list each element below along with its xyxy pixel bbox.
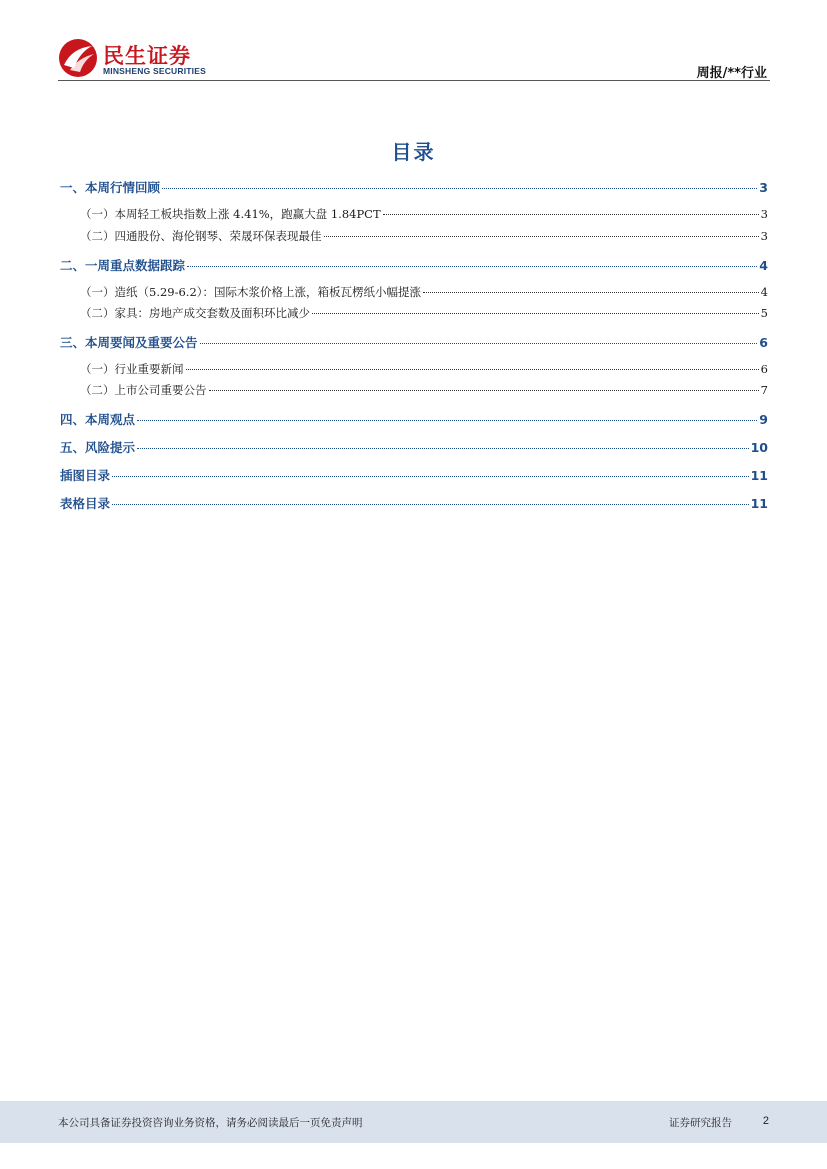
toc-entry-page: 3 [759, 180, 768, 195]
toc-leader [209, 390, 759, 391]
logo-chinese-name: 民生证券 [103, 44, 191, 68]
toc-entry-label: 五、风险提示 [60, 440, 136, 455]
toc-entry-page: 10 [750, 440, 768, 455]
toc-leader [383, 214, 759, 215]
toc-leader [312, 313, 759, 314]
footer-page-number: 2 [762, 1115, 769, 1127]
toc-entry[interactable] [80, 284, 768, 302]
toc-entry[interactable] [80, 228, 768, 246]
toc-leader [162, 188, 757, 189]
toc-entry-label: 插图目录 [60, 468, 111, 483]
toc-entry[interactable] [60, 256, 768, 274]
toc-entry-page: 5 [760, 306, 768, 320]
toc-entry[interactable] [60, 178, 768, 196]
toc-entry-label: （一）造纸（5.29-6.2）：国际木浆价格上涨，箱板瓦楞纸小幅提涨 [80, 285, 422, 299]
toc-entry-page: 4 [760, 285, 768, 299]
toc-entry-page: 6 [759, 335, 768, 350]
toc-entry-label: 二、一周重点数据跟踪 [60, 258, 186, 273]
toc-entry-page: 11 [750, 468, 768, 483]
toc-entry-page: 7 [760, 383, 768, 397]
toc-entry[interactable] [80, 206, 768, 224]
toc-leader [137, 448, 749, 449]
toc-entry[interactable] [60, 410, 768, 428]
toc-leader [423, 292, 759, 293]
toc-entry-page: 6 [760, 362, 768, 376]
footer-doc-type: 证券研究报告 [669, 1117, 732, 1129]
toc-entry[interactable] [60, 438, 768, 456]
toc-entry-page: 9 [759, 412, 768, 427]
toc-entry[interactable] [60, 333, 768, 351]
toc-entry-page: 3 [760, 207, 768, 221]
toc-leader [186, 369, 759, 370]
toc-entry-label: 一、本周行情回顾 [60, 180, 161, 195]
toc-leader [112, 504, 749, 505]
toc-entry[interactable] [80, 382, 768, 400]
toc-leader [187, 266, 757, 267]
toc-leader [324, 236, 759, 237]
toc-entry[interactable] [80, 361, 768, 379]
footer-disclaimer: 本公司具备证券投资咨询业务资格，请务必阅读最后一页免责声明 [58, 1117, 363, 1129]
toc-entry[interactable] [80, 305, 768, 323]
toc-entry[interactable] [60, 466, 768, 484]
toc-leader [137, 420, 757, 421]
toc-leader [200, 343, 758, 344]
toc-entry-label: （二）四通股份、海伦钢琴、荣晟环保表现最佳 [80, 229, 322, 243]
toc-entry-label: 四、本周观点 [60, 412, 136, 427]
toc-entry-label: （二）家具：房地产成交套数及面积环比减少 [80, 306, 310, 320]
header-divider [58, 80, 770, 81]
toc-entry-page: 3 [760, 229, 768, 243]
toc-entry-page: 4 [759, 258, 768, 273]
toc-entry-label: （一）本周轻工板块指数上涨 4.41%，跑赢大盘 1.84PCT [80, 207, 381, 221]
toc-entry-label: 表格目录 [60, 496, 111, 511]
page-footer [0, 1101, 827, 1143]
toc-entry-label: 三、本周要闻及重要公告 [60, 335, 198, 350]
toc-leader [112, 476, 749, 477]
toc-entry-label: （一）行业重要新闻 [80, 362, 184, 376]
toc-entry[interactable] [60, 494, 768, 512]
minsheng-logo-icon [58, 38, 98, 78]
company-logo [58, 38, 228, 80]
page-header [0, 0, 827, 90]
logo-english-name: MINSHENG SECURITIES [103, 66, 206, 76]
report-type: 周报/**行业 [696, 66, 767, 81]
toc-entry-label: （二）上市公司重要公告 [80, 383, 207, 397]
toc-entry-page: 11 [750, 496, 768, 511]
toc-title: 目录 [391, 140, 436, 164]
